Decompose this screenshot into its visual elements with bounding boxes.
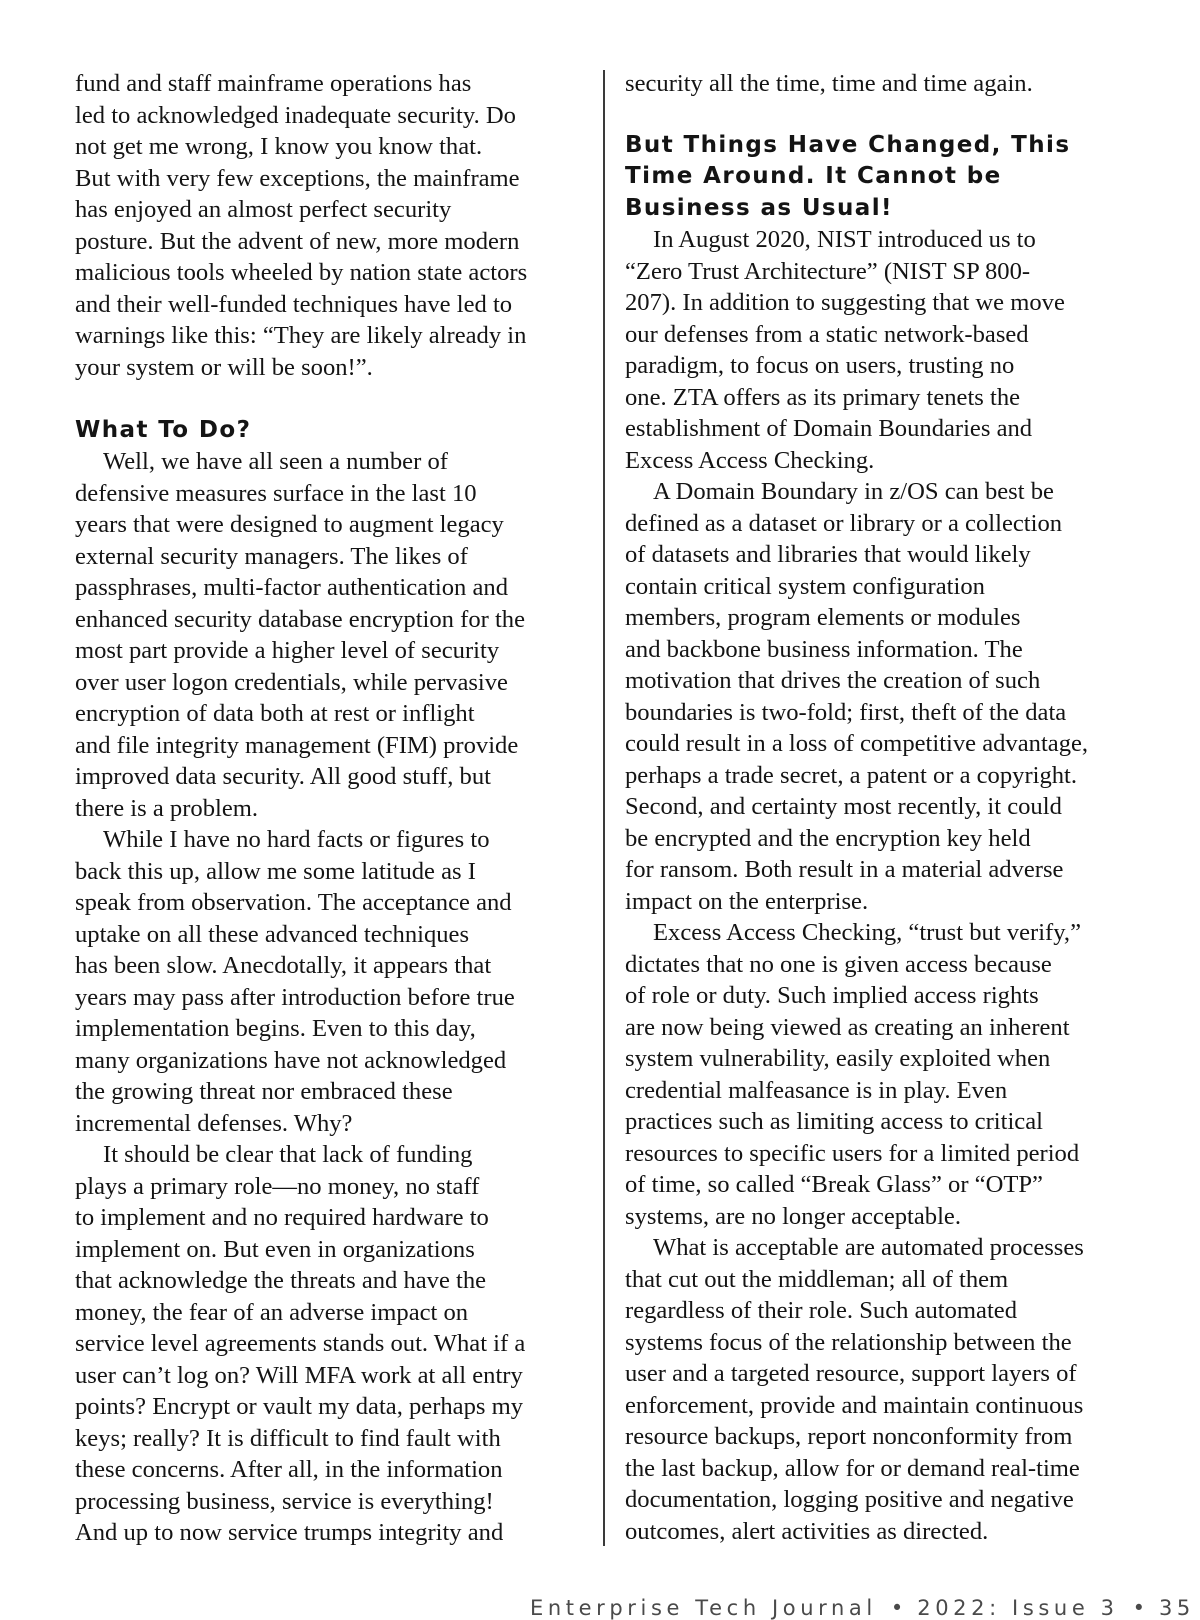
- footer-publication: Enterprise Tech Journal: [530, 1596, 877, 1620]
- left-paragraph-defensive-measures: Well, we have all seen a number of defensive measures surface in the last 10 years that were designed to augment legacy external security managers. The likes of passphrases, multi-factor authentication and enhanced security database encryption for the most part provide a higher level of security over user logon credentials, while pervasive encryption of data both at rest or inflight and file integrity management (FIM) provide improved data security. All good stuff, but there is a problem.: [75, 448, 526, 822]
- footer-separator: •: [890, 1596, 904, 1620]
- footer-separator: •: [1132, 1596, 1145, 1620]
- right-paragraph-automated-processes: What is acceptable are automated processes that cut out the middleman; all of them regardless of their role. Such automated systems focus of the relationship between the user and a targeted resource, support layers of enforcement, provide and maintain continuous resource backups, report nonconformity from the last backup, allow for or demand real-time documentation, logging positive and negative outcomes, alert activities as directed.: [625, 1234, 1084, 1545]
- right-paragraph-zero-trust: In August 2020, NIST introduced us to “Zero Trust Architecture” (NIST SP 800- 207). In addition to suggesting that we move our defenses from a static network-based paradigm, to focus on users, trusting no one. ZTA offers as its primary tenets the establishment of Domain Boundaries and Excess Access Checking.: [625, 226, 1065, 474]
- right-paragraph-domain-boundary: A Domain Boundary in z/OS can best be defined as a dataset or library or a collection of datasets and libraries that would likely contain critical system configuration members, program elements or modules and backbone business information. The motivation that drives the creation of such boundaries is two-fold; first, theft of the data could result in a loss of competitive advantage, perhaps a trade secret, a patent or a copyright. Second, and certainty most recently, it could be encrypted and the encryption key held for ransom. Both result in a material adverse impact on the enterprise.: [625, 478, 1089, 915]
- right-paragraph-excess-access: Excess Access Checking, “trust but verify,” dictates that no one is given access because of role or duty. Such implied access rights are now being viewed as creating an inherent system vulnerability, easily exploited when credential malfeasance is in play. Even practices such as limiting access to critical resources to specific users for a limited period of time, so called “Break Glass” or “OTP” systems, are no longer acceptable.: [625, 919, 1081, 1230]
- column-divider: [603, 70, 605, 1546]
- right-column: [625, 68, 1135, 1547]
- left-paragraph-observation: While I have no hard facts or figures to back this up, allow me some latitude as I speak from observation. The acceptance and uptake on all these advanced techniques has been slow. Anecdotally, it appears that years may pass after introduction before true implementation begins. Even to this day, many organizations have not acknowledged the growing threat nor embraced these incremental defenses. Why?: [75, 826, 515, 1137]
- what-to-do-heading: What To Do?: [75, 416, 252, 443]
- things-have-changed-heading: But Things Have Changed, This Time Around. It Cannot be Business as Usual!: [625, 131, 1071, 221]
- left-column: [75, 68, 580, 1549]
- footer-page-number: 35: [1158, 1596, 1195, 1620]
- right-paragraph-continuation: security all the time, time and time again.: [625, 70, 1033, 97]
- left-paragraph-continuation: fund and staff mainframe operations has led to acknowledged inadequate security. Do not get me wrong, I know you know that. But with very few exceptions, the mainframe has enjoyed an almost perfect security posture. But the advent of new, more modern malicious tools wheeled by nation state actors and their well-funded techniques have led to warnings like this: “They are likely already in your system or will be soon!”.: [75, 70, 528, 381]
- page-footer: [530, 1596, 1195, 1620]
- left-paragraph-funding: It should be clear that lack of funding plays a primary role—no money, no staff to implement and no required hardware to implement on. But even in organizations that acknowledge the threats and have the money, the fear of an adverse impact on service level agreements stands out. What if a user can’t log on? Will MFA work at all entry points? Encrypt or vault my data, perhaps my keys; really? It is difficult to find fault with these concerns. After all, in the information processing business, service is everything! And up to now service trumps integrity and: [75, 1141, 526, 1546]
- footer-issue: 2022: Issue 3: [917, 1596, 1119, 1620]
